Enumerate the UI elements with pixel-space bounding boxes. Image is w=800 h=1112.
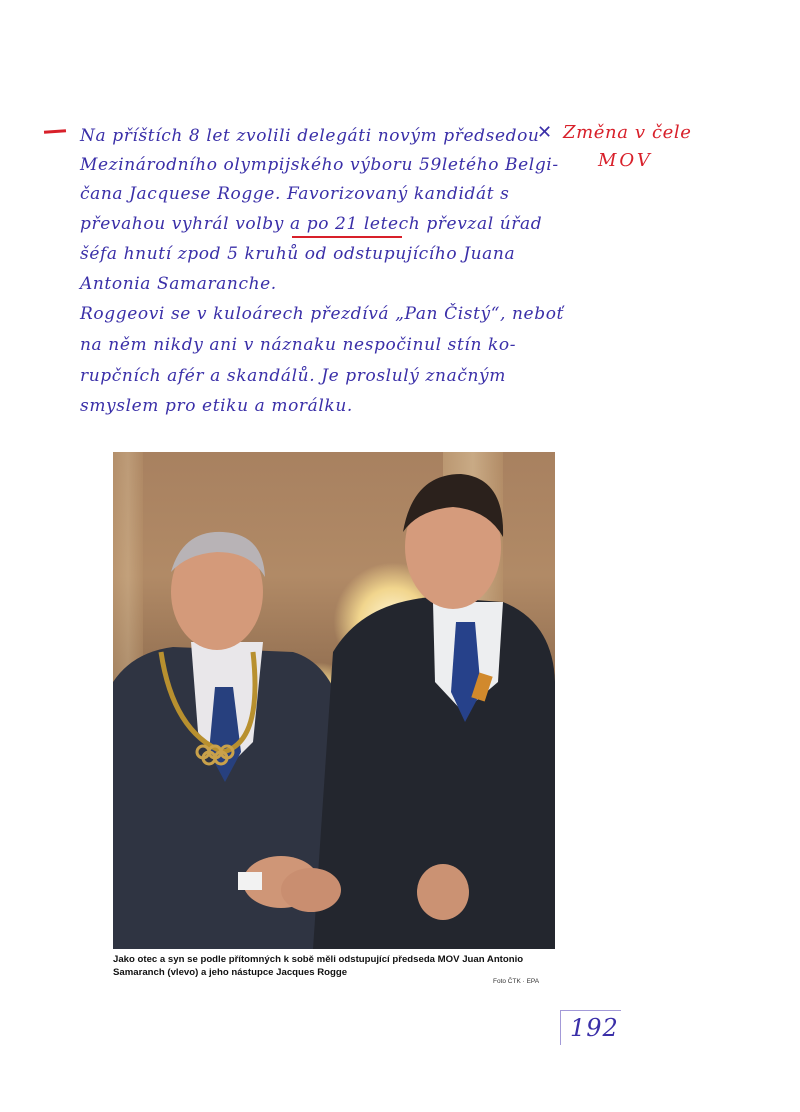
press-photo: [113, 452, 555, 949]
handwritten-line-4: převahou vyhrál volby a po 21 letech převzal úřad: [80, 214, 543, 234]
red-underline: [292, 236, 402, 238]
handwritten-line-3: čana Jacquese Rogge. Favorizovaný kandidát s: [80, 184, 510, 204]
photo-credit: Foto ČTK · EPA: [493, 978, 540, 985]
handwritten-line-5: šéfa hnutí zpod 5 kruhů od odstupujícího Juana: [80, 244, 516, 264]
people-illustration: [113, 452, 555, 949]
handwritten-line-9: rupčních afér a skandálů. Je proslulý značným: [80, 366, 506, 386]
handwritten-line-7: Roggeovi se v kuloárech přezdívá „Pan Čistý“, neboť: [80, 304, 564, 324]
handwritten-line-6: Antonia Samaranche.: [80, 274, 277, 294]
margin-note-line-1: Změna v čele: [563, 122, 692, 143]
handwritten-line-1: Na příštích 8 let zvolili delegáti novým předsedou: [80, 126, 540, 146]
page-number: 192: [570, 1014, 619, 1042]
margin-note-line-2: MOV: [598, 150, 653, 171]
red-dash-mark: [44, 129, 66, 134]
cross-mark-icon: ✕: [537, 122, 553, 143]
handwritten-line-2: Mezinárodního olympijského výboru 59letého Belgi-: [80, 155, 559, 175]
handwritten-line-10: smyslem pro etiku a morálku.: [80, 396, 353, 416]
handwritten-line-8: na něm nikdy ani v náznaku nespočinul stín ko-: [80, 335, 517, 355]
photo-caption: Jako otec a syn se podle přítomných k sobě měli odstupující předseda MOV Juan Antonio Samaranch (vlevo) a jeho nástupce Jacques Rogge: [113, 954, 524, 978]
